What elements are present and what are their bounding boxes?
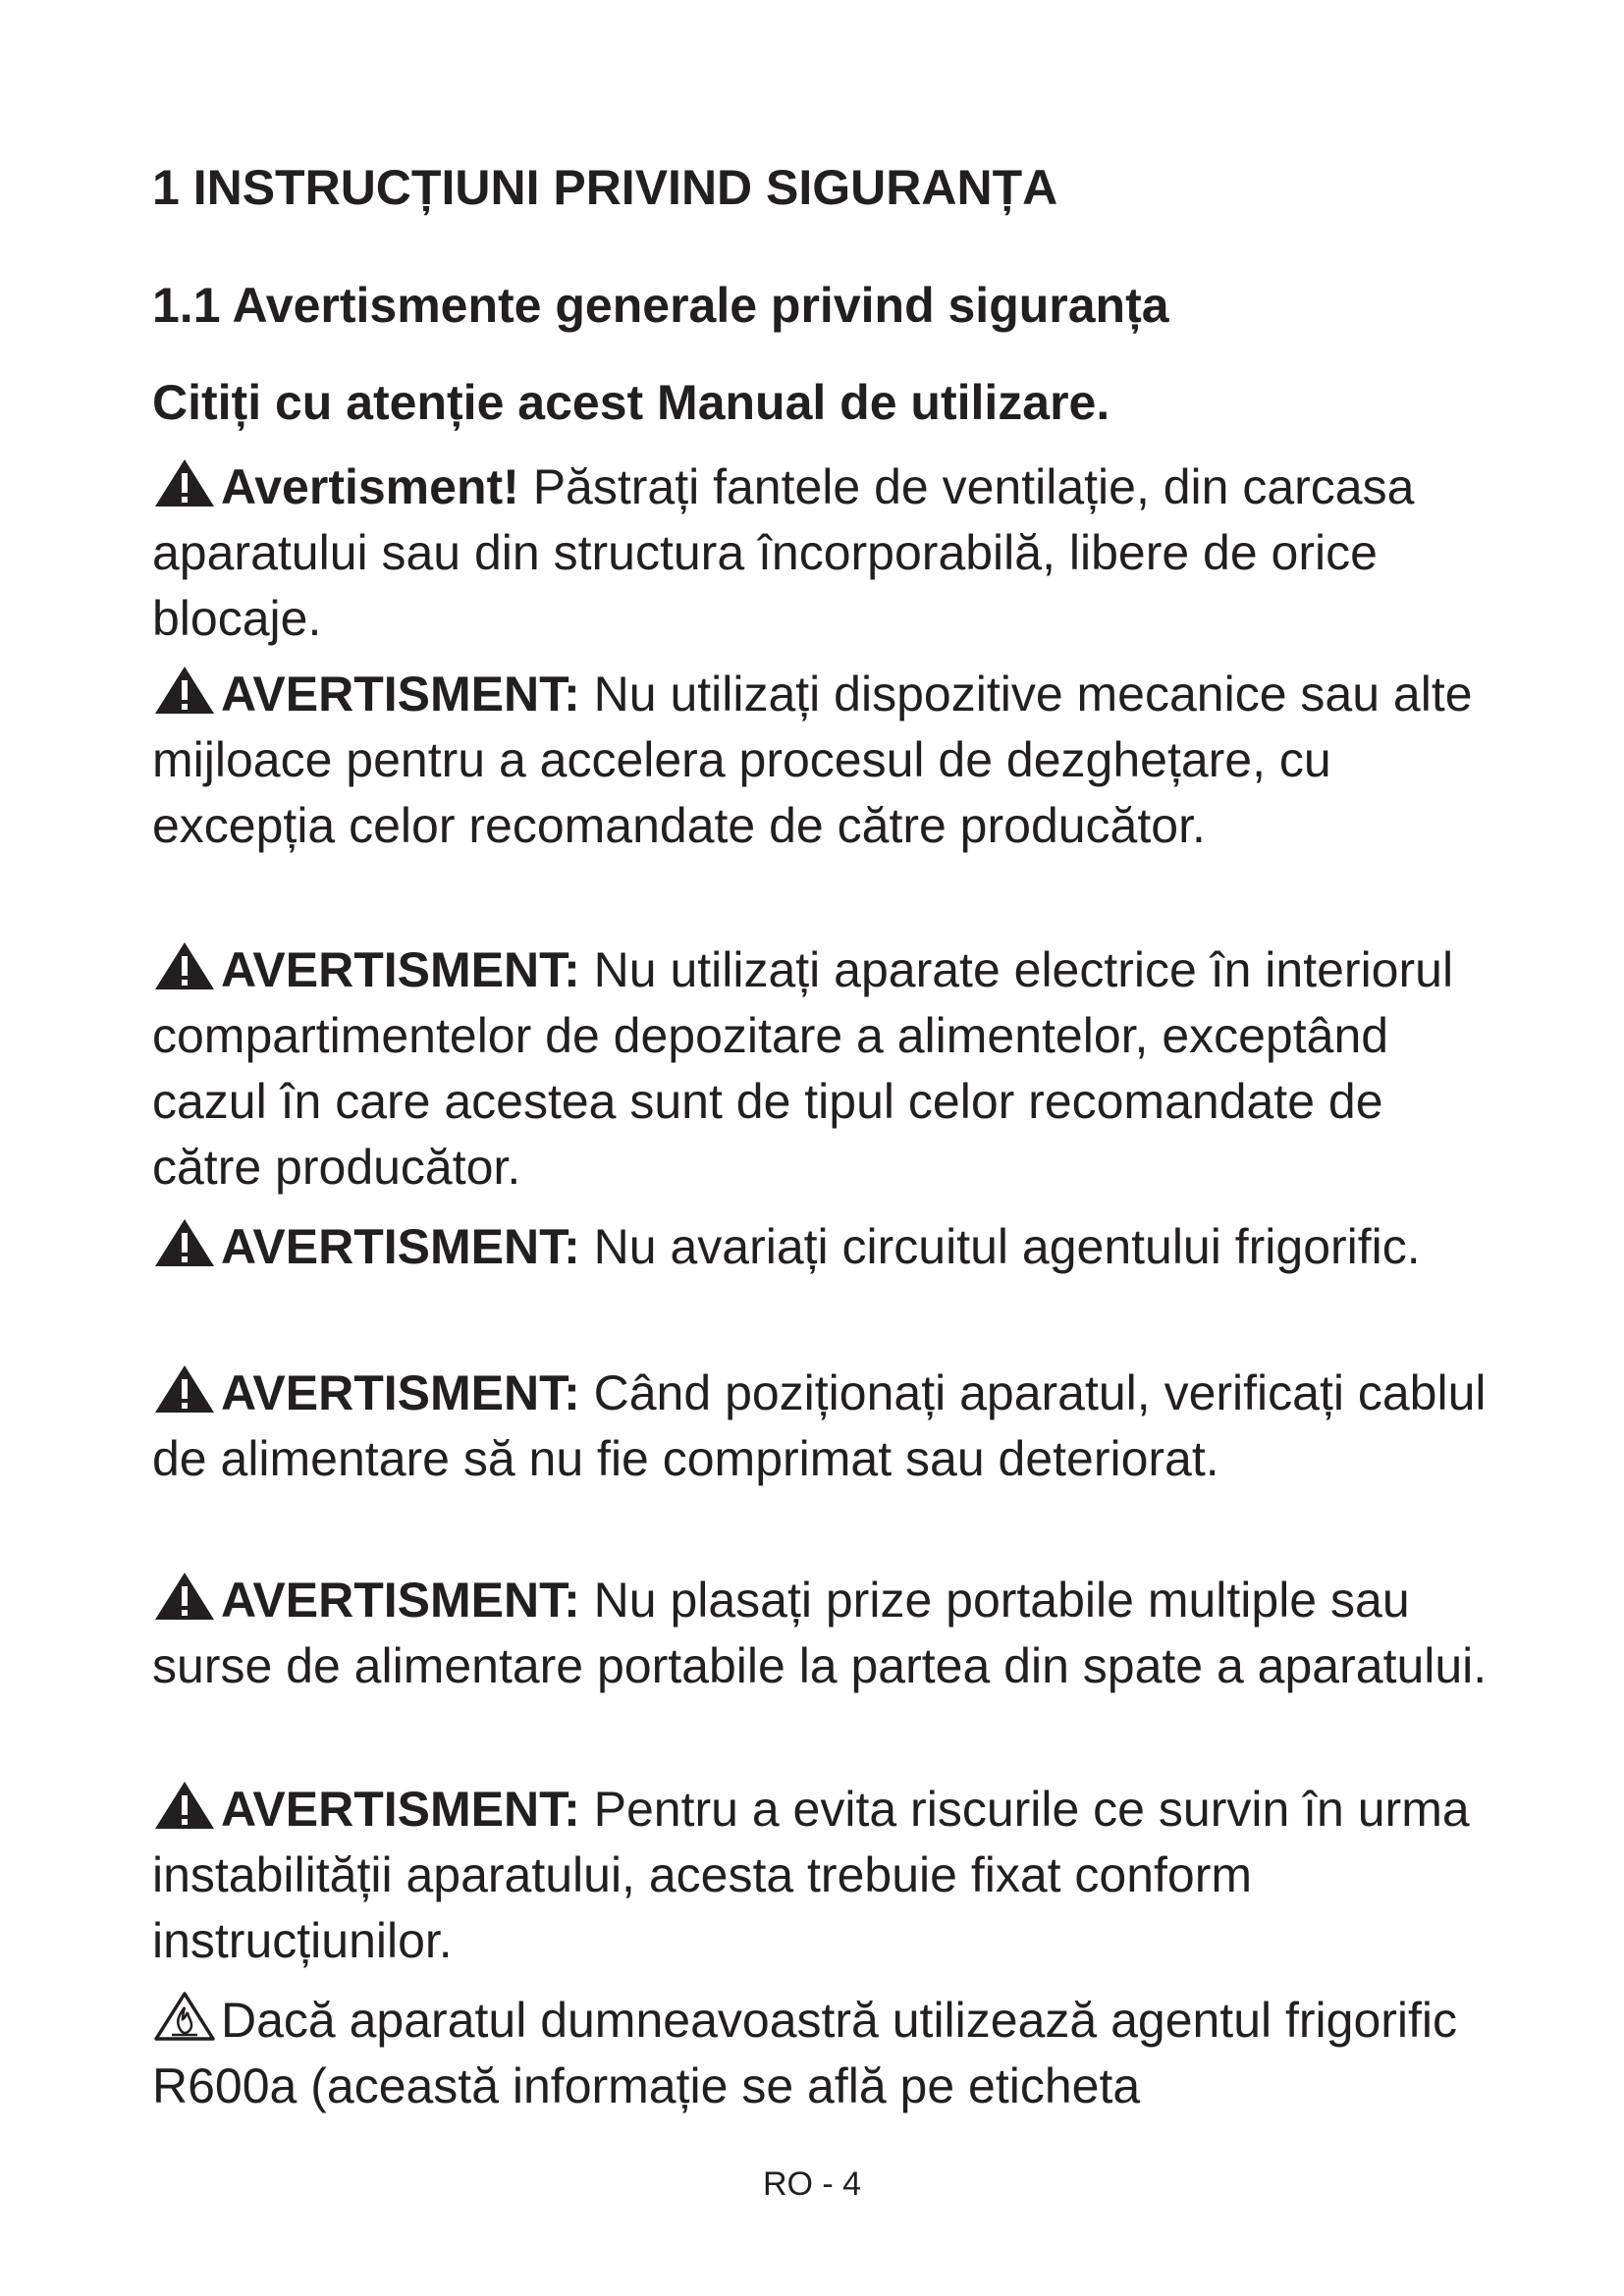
warning-paragraph: [152, 1568, 1502, 1699]
warning-text: Nu plasați prize portabile multiple sau surse de alimentare portabile la partea din spate a aparatului.: [152, 1573, 1488, 1693]
warning-paragraph: [152, 937, 1502, 1201]
warning-keyword: AVERTISMENT:: [221, 1782, 580, 1837]
warning-triangle-icon: [152, 1779, 217, 1832]
warning-triangle-icon: [152, 1362, 217, 1415]
warning-paragraph: [152, 1214, 1502, 1280]
warning-paragraph: [152, 454, 1502, 652]
warning-keyword: AVERTISMENT:: [221, 667, 580, 721]
warning-text: Când poziționați aparatul, verificați cablul de alimentare să nu fie comprimat sau deteriorat.: [152, 1365, 1487, 1486]
warning-triangle-icon: [152, 456, 217, 509]
page-title: 1 INSTRUCȚIUNI PRIVIND SIGURANȚA: [152, 160, 1058, 215]
warning-paragraph: [152, 662, 1502, 859]
section-title: 1.1 Avertismente generale privind siguranța: [152, 278, 1169, 333]
warning-text: Păstrați fantele de ventilație, din carcasa aparatului sau din structura încorporabilă, libere de orice blocaje.: [152, 459, 1415, 646]
warning-paragraph: [152, 1361, 1502, 1492]
warning-keyword: AVERTISMENT:: [221, 1365, 580, 1420]
warning-triangle-icon: [152, 1570, 217, 1623]
page-number: RO - 4: [762, 2165, 862, 2203]
warning-triangle-icon: [152, 1216, 217, 1269]
warning-keyword: Avertisment!: [221, 459, 519, 514]
warning-text: Nu utilizați dispozitive mecanice sau alte mijloace pentru a accelera procesul de dezghețare, cu excepția celor recomandate de către producător.: [152, 667, 1473, 853]
warning-text: Dacă aparatul dumneavoastră utilizează agentul frigorific R600a (această informație se află pe eticheta: [152, 1993, 1458, 2113]
warning-text: Pentru a evita riscurile ce survin în urma instabilității aparatului, acesta trebuie fixat conform instrucțiunilor.: [152, 1782, 1470, 1968]
warning-keyword: AVERTISMENT:: [221, 942, 580, 997]
warning-paragraph: [152, 1777, 1502, 1974]
warning-triangle-icon: [152, 664, 217, 717]
flammable-paragraph: [152, 1988, 1502, 2119]
warning-text: Nu utilizați aparate electrice în interiorul compartimentelor de depozitare a alimentelor, exceptând cazul în care acestea sunt de tipul celor recomandate de către producător.: [152, 942, 1454, 1195]
flammable-warning-icon: [152, 1990, 217, 2043]
warning-text: Nu avariați circuitul agentului frigorific.: [579, 1219, 1421, 1274]
lead-instruction: Citiți cu atenție acest Manual de utilizare.: [152, 375, 1110, 430]
warning-keyword: AVERTISMENT:: [221, 1573, 580, 1628]
warning-triangle-icon: [152, 939, 217, 992]
warning-keyword: AVERTISMENT:: [221, 1219, 580, 1274]
